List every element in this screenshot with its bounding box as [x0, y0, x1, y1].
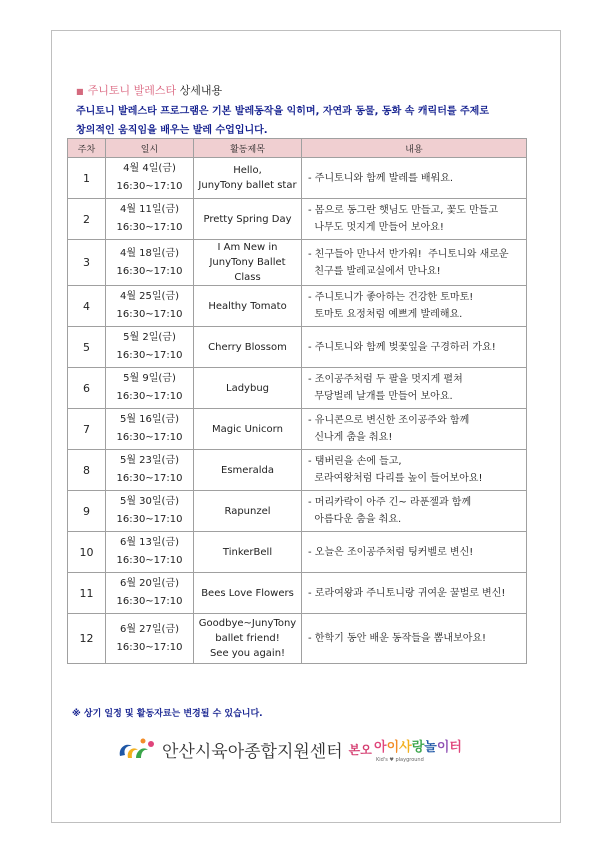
session-date: 5월 2일(금) — [123, 332, 176, 343]
center-logo-icon — [116, 736, 158, 762]
activity-content — [302, 327, 527, 368]
activity-title-line: ballet friend! — [215, 633, 280, 644]
week-number: 11 — [68, 573, 106, 614]
session-date: 4월 11일(금) — [119, 204, 180, 215]
header-content: 내용 — [302, 139, 527, 158]
activity-title-line: Hello, — [233, 165, 262, 176]
activity-title-line: Magic Unicorn — [212, 423, 283, 435]
program-name: 주니토니 발레스타 — [87, 84, 177, 97]
session-time: 16:30~17:10 — [116, 309, 183, 320]
activity-title-line: I Am New in — [217, 242, 278, 253]
header-date: 일시 — [106, 139, 194, 158]
activity-content-line: 친구를 발레교실에서 만나요! — [308, 265, 441, 277]
activity-content — [302, 240, 527, 286]
bullet-icon: ■ — [76, 87, 84, 96]
activity-title-line: TinkerBell — [222, 546, 273, 558]
session-date: 5월 9일(금) — [123, 373, 176, 384]
session-date: 5월 23일(금) — [119, 455, 180, 466]
session-date: 4월 18일(금) — [119, 247, 180, 259]
activity-content — [302, 491, 527, 532]
activity-title-line: Esmeralda — [221, 464, 274, 476]
activity-content-line: 무당벌레 날개를 만들어 보아요. — [308, 391, 453, 402]
session-time: 16:30~17:10 — [116, 350, 183, 361]
activity-content-line: 신나게 춤을 춰요! — [308, 432, 393, 443]
week-number: 10 — [68, 532, 106, 573]
session-time: 16:30~17:10 — [116, 181, 183, 192]
week-number: 4 — [68, 286, 106, 327]
activity-content — [302, 199, 527, 240]
session-datetime — [106, 327, 194, 368]
session-datetime — [106, 450, 194, 491]
activity-title-line: Ladybug — [226, 382, 269, 394]
intro-line-2: 창의적인 움직임을 배우는 발레 수업입니다. — [76, 125, 268, 136]
activity-title-line: Pretty Spring Day — [203, 213, 292, 225]
table-row — [68, 450, 527, 491]
table-row — [68, 158, 527, 199]
activity-title — [194, 573, 302, 614]
activity-title — [194, 368, 302, 409]
table-header-row — [68, 139, 527, 158]
session-datetime — [106, 614, 194, 664]
table-row — [68, 286, 527, 327]
activity-content-line: - 오늘은 조이공주처럼 팅커벨로 변신! — [308, 546, 474, 558]
activity-content-line: 아름다운 춤을 춰요. — [308, 514, 402, 525]
session-datetime — [106, 409, 194, 450]
week-number: 6 — [68, 368, 106, 409]
branch-name: 본오 — [348, 742, 372, 757]
activity-title-line: Class — [234, 272, 261, 283]
session-date: 5월 30일(금) — [119, 496, 180, 507]
session-time: 16:30~17:10 — [116, 265, 183, 277]
table-row — [68, 491, 527, 532]
session-time: 16:30~17:10 — [116, 555, 183, 566]
session-datetime — [106, 240, 194, 286]
activity-content — [302, 614, 527, 664]
header-title: 활동제목 — [194, 139, 302, 158]
activity-content — [302, 409, 527, 450]
activity-content — [302, 450, 527, 491]
session-date: 4월 25일(금) — [119, 291, 180, 302]
svg-text:아이사랑놀이터: 아이사랑놀이터 — [373, 740, 462, 755]
svg-text:Kid's ♥ playground: Kid's ♥ playground — [375, 757, 424, 763]
session-date: 6월 13일(금) — [119, 537, 180, 548]
week-number: 3 — [68, 240, 106, 286]
session-time: 16:30~17:10 — [116, 641, 183, 653]
activity-title — [194, 158, 302, 199]
change-notice: ※ 상기 일정 및 활동자료는 변경될 수 있습니다. — [72, 709, 263, 719]
activity-title — [194, 532, 302, 573]
table-row — [68, 614, 527, 664]
activity-title-line: Healthy Tomato — [208, 300, 287, 312]
activity-content-line: - 몸으로 동그란 햇님도 만들고, 꽃도 만들고 — [308, 205, 499, 216]
activity-title-line: Goodbye~JunyTony — [198, 618, 297, 629]
section-title-rest: 상세내용 — [176, 84, 223, 97]
table-row — [68, 368, 527, 409]
week-number: 9 — [68, 491, 106, 532]
intro-line-1: 주니토니 발레스타 프로그램은 기본 발레동작을 익히며, 자연과 동물, 동화 속 캐릭터를 주제로 — [76, 106, 489, 117]
activity-title-line: JunyTony Ballet — [209, 257, 286, 268]
activity-content-line: - 로라여왕과 주니토니랑 귀여운 꿀벌로 변신! — [308, 587, 506, 599]
session-time: 16:30~17:10 — [116, 514, 183, 525]
session-time: 16:30~17:10 — [116, 222, 183, 233]
table-row — [68, 409, 527, 450]
center-name: 안산시육아종합지원센터 — [162, 741, 343, 762]
activity-title-line: Bees Love Flowers — [201, 587, 294, 599]
session-time: 16:30~17:10 — [116, 473, 183, 484]
session-datetime — [106, 368, 194, 409]
session-time: 16:30~17:10 — [116, 596, 183, 607]
activity-title — [194, 614, 302, 664]
activity-content-line: - 주니토니와 함께 발레를 배워요. — [308, 172, 454, 184]
activity-content-line: 토마토 요정처럼 예쁘게 발레해요. — [308, 309, 463, 320]
activity-title — [194, 286, 302, 327]
table-row — [68, 573, 527, 614]
playground-logo — [374, 734, 460, 764]
schedule-table — [67, 138, 527, 664]
table-row — [68, 199, 527, 240]
table-row — [68, 240, 527, 286]
week-number: 7 — [68, 409, 106, 450]
week-number: 12 — [68, 614, 106, 664]
activity-title — [194, 240, 302, 286]
session-datetime — [106, 286, 194, 327]
activity-content-line: - 한학기 동안 배운 동작들을 뽐내보아요! — [308, 633, 487, 644]
activity-content — [302, 532, 527, 573]
activity-content-line: - 친구들아 만나서 반가워! 주니토니와 새로운 — [308, 248, 509, 260]
session-time: 16:30~17:10 — [116, 432, 183, 443]
activity-title — [194, 199, 302, 240]
header-week: 주차 — [68, 139, 106, 158]
activity-content — [302, 158, 527, 199]
activity-content-line: - 머리카락이 아주 긴~ 라푼젤과 함께 — [308, 497, 472, 508]
activity-content-line: - 주니토니와 함께 벚꽃잎을 구경하러 가요! — [308, 341, 496, 353]
session-datetime — [106, 532, 194, 573]
session-datetime — [106, 199, 194, 240]
activity-content-line: - 주니토니가 좋아하는 건강한 토마토! — [308, 292, 474, 303]
activity-title — [194, 409, 302, 450]
activity-content-line: - 조이공주처럼 두 팔을 멋지게 펼쳐 — [308, 374, 463, 385]
week-number: 2 — [68, 199, 106, 240]
session-datetime — [106, 573, 194, 614]
session-datetime — [106, 491, 194, 532]
activity-title-line: JunyTony ballet star — [198, 180, 297, 191]
activity-title-line: Rapunzel — [224, 505, 271, 517]
week-number: 5 — [68, 327, 106, 368]
activity-title — [194, 327, 302, 368]
table-row — [68, 327, 527, 368]
session-time: 16:30~17:10 — [116, 391, 183, 402]
session-date: 6월 27일(금) — [119, 623, 180, 635]
session-datetime — [106, 158, 194, 199]
session-date: 6월 20일(금) — [119, 578, 180, 589]
week-number: 1 — [68, 158, 106, 199]
session-date: 4월 4일(금) — [123, 163, 176, 174]
activity-content — [302, 286, 527, 327]
activity-title-line: See you again! — [209, 648, 286, 659]
activity-content — [302, 573, 527, 614]
table-row — [68, 532, 527, 573]
activity-title — [194, 491, 302, 532]
activity-content — [302, 368, 527, 409]
section-title — [76, 82, 222, 98]
footer-logo — [116, 734, 460, 764]
session-date: 5월 16일(금) — [119, 414, 180, 425]
activity-content-line: 나무도 멋지게 만들어 보아요! — [308, 222, 444, 233]
week-number: 8 — [68, 450, 106, 491]
activity-title — [194, 450, 302, 491]
activity-title-line: Cherry Blossom — [208, 341, 287, 353]
activity-content-line: - 유니콘으로 변신한 조이공주와 함께 — [308, 415, 470, 426]
activity-content-line: - 탬버린을 손에 들고, — [308, 456, 402, 467]
activity-content-line: 로라여왕처럼 다리를 높이 들어보아요! — [308, 473, 483, 484]
